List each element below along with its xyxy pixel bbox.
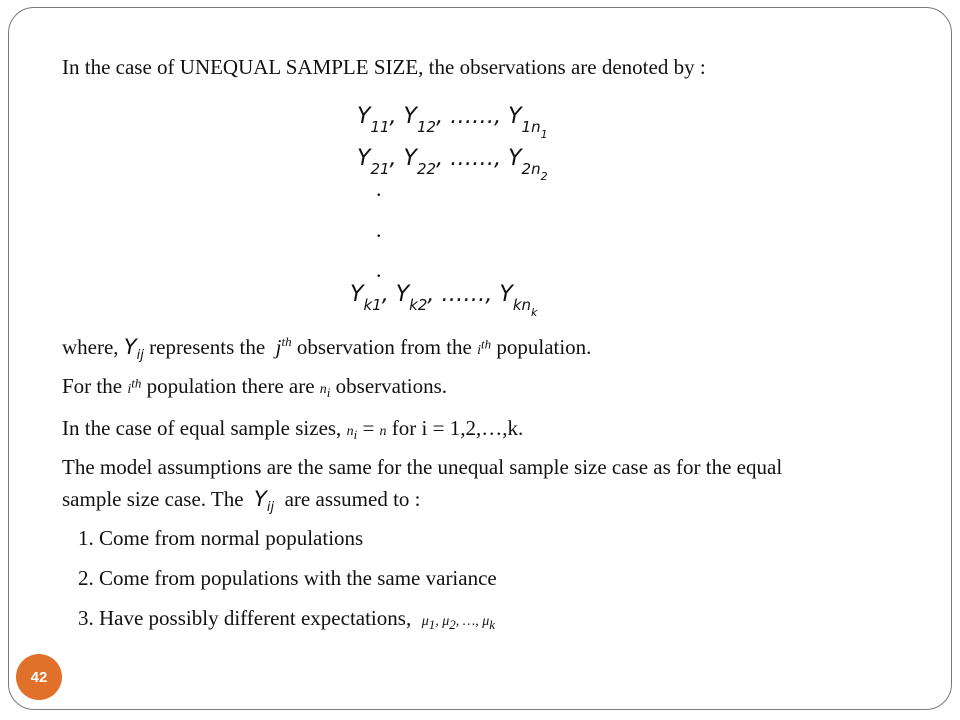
vertical-dot-3: . bbox=[376, 257, 382, 282]
vertical-dot-1: . bbox=[376, 176, 382, 201]
equation-row-k: $Y_{k1}$, $Y_{k2}$, ……, $Y_{kn_k}$ bbox=[350, 282, 538, 320]
for-line: For the $i^{th}$ population there are $n_i$ observations. bbox=[62, 374, 448, 400]
intro-text: In the case of UNEQUAL SAMPLE SIZE, the observations are denoted by : bbox=[62, 55, 706, 79]
equal-sizes-line: In the case of equal sample sizes, $n_i = n$ for i = 1,2,…,k. bbox=[62, 416, 524, 442]
page-number-badge: 42 bbox=[16, 654, 62, 700]
vertical-dot-2: . bbox=[376, 217, 382, 242]
model-line-1: The model assumptions are the same for the unequal sample size case as for the equal bbox=[62, 455, 783, 479]
equation-row-1: $Y_{11}$, $Y_{12}$, ……, $Y_{1n_1}$ bbox=[357, 104, 548, 142]
assumption-item-3: 3. Have possibly different expectations, $\mu_1$, $\mu_2$, …, $\mu_k$ bbox=[78, 606, 496, 632]
model-line-2: sample size case. The $Y_{ij}$ are assumed to : bbox=[62, 487, 421, 516]
equation-row-2: $Y_{21}$, $Y_{22}$, ……, $Y_{2n_2}$ bbox=[357, 146, 548, 184]
assumption-item-2: 2. Come from populations with the same variance bbox=[78, 566, 497, 590]
where-line: where, $Y_{ij}$ represents the $j^{th}$ observation from the $i^{th}$ population. bbox=[62, 334, 592, 364]
assumption-item-1: 1. Come from normal populations bbox=[78, 526, 364, 550]
